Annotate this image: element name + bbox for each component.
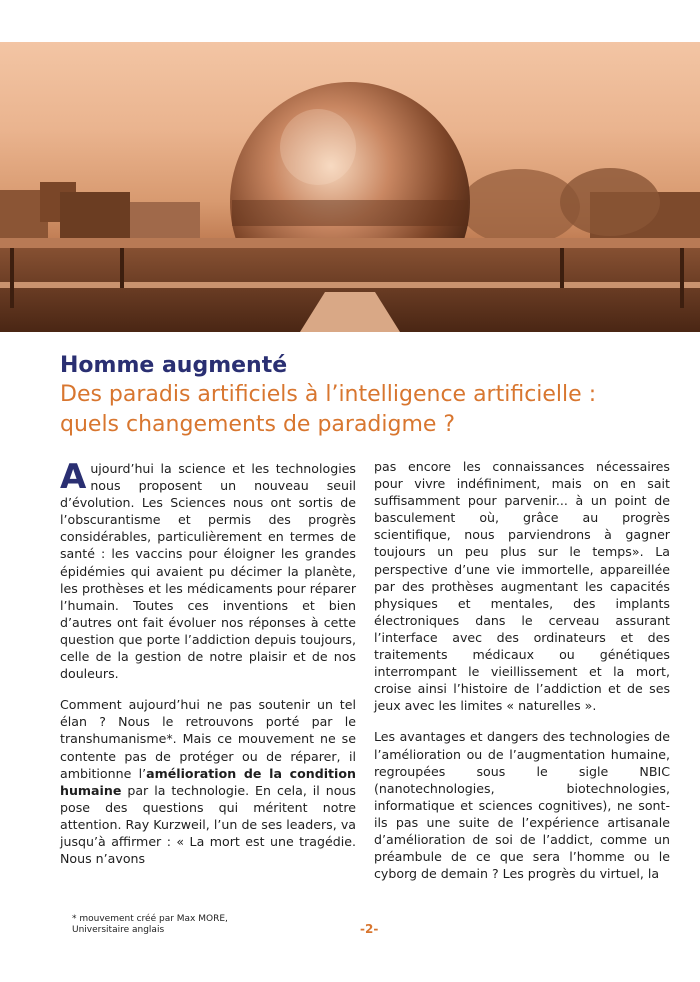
left-paragraph-2-before: Comment aujourd’hui ne pas soutenir un tel élan ? Nous le retrouvons porté par le transhumanisme*. Mais ce mouvement ne se contente pas de protéger ou de réparer, il ambitionne l’ [60,697,356,781]
page-number: -2- [360,922,379,936]
article-title: Homme augmenté [60,353,288,378]
geode-sphere-photo [0,42,700,332]
article-subtitle-line2: quels changements de paradigme ? [60,412,456,437]
top-margin [0,0,700,42]
right-column [374,458,670,896]
footnote [72,914,292,936]
right-paragraph-1: pas encore les connaissances nécessaires pour vivre indéfiniment, mais on en sait suffisamment pour parvenir... à un point de basculement où, grâce au progrès scientifique, nous parviendrons à gagner toujours un peu plus sur le temps». La perspective d’une vie immortelle, appareillée par des prothèses augmentant les capacités physiques et mentales, des implants électroniques dans le cerveau assurant l’interface avec des ordinateurs et des traitements médicaux ou génétiques interrompant le vieillissement et la mort, croise ainsi l’histoire de l’addiction et de ses jeux avec les limites « naturelles ». [374,459,670,714]
left-paragraph-2-bold: amélioration de la condition humaine [60,765,356,798]
right-paragraph-2: Les avantages et dangers des technologies de l’amélioration ou de l’augmentation humaine, regroupées sous le sigle NBIC (nanotechnologies, biotechnologies, informatique et sciences cognitives), ne sont-ils pas une suite de l’expérience artisanale d’amélioration de soi de l’addict, comme un préambule de ce que sera l’homme ou le cyborg de demain ? Les progrès du virtuel, la [374,729,670,882]
dropcap-letter: A [60,457,87,497]
article-subtitle-line1: Des paradis artificiels à l’intelligence artificielle : [60,382,597,407]
footnote-line-2: Universitaire anglais [72,925,165,935]
left-paragraph-1-text: ujourd’hui la science et les technologies nous proposent un nouveau seuil d’évolution. Les Sciences nous ont sortis de l’obscurantisme et permis des progrès considérables, particulièrement en termes de santé : les vaccins pour éloigner les grandes épidémies qui avaient pu décimer la planète, les prothèses et les médicaments pour réparer l’humain. Toutes ces inventions et bien d’autres ont fait évoluer nos réponses à cette question que porte l’addiction depuis toujours, celle de la gestion de notre plaisir et de nos douleurs. [60,461,356,682]
article-heading [60,352,660,440]
left-column [60,457,356,881]
footnote-line-1: * mouvement créé par Max MORE, [72,914,228,924]
header-photo [0,42,700,332]
left-paragraph-1 [60,457,356,682]
left-paragraph-2-after: par la technologie. En cela, il nous pose des questions qui méritent notre attention. Ray Kurzweil, l’un de ses leaders, va jusqu’à affirmer : « La mort est une tragédie. Nous n’avons [60,782,356,867]
left-paragraph-2 [60,696,356,867]
